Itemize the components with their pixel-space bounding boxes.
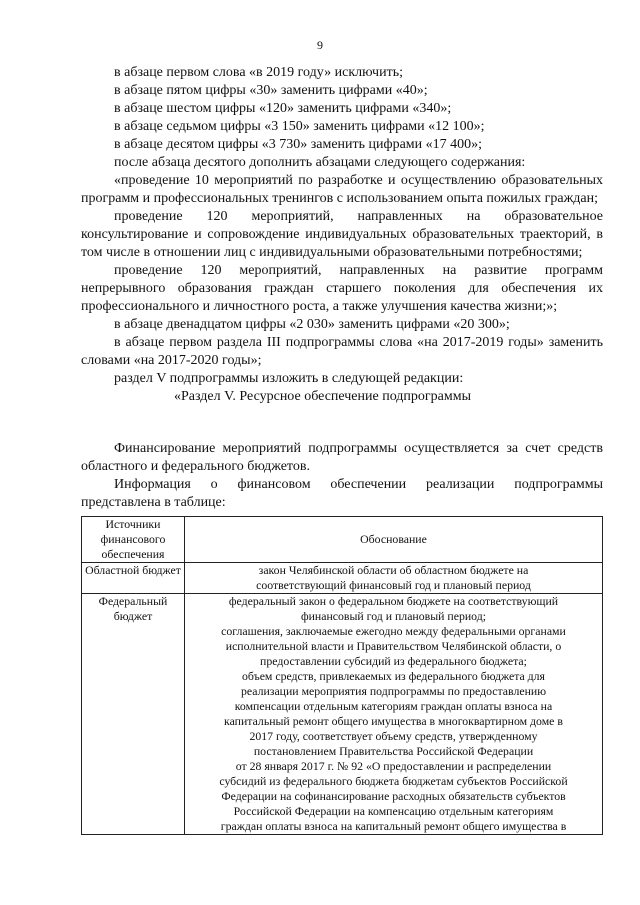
paragraph: проведение 120 мероприятий, направленных на образовательное консультирование и сопровождение индивидуальных образовательных траекторий, в том числе в отношении лиц с индивидуальными образовательными потребностями; [81,209,603,260]
paragraph: в абзаце шестом цифры «120» заменить цифрами «340»; [114,101,452,116]
paragraph: раздел V подпрограммы изложить в следующей редакции: [114,371,464,386]
table-row [82,563,603,594]
info-paragraph: Информация о финансовом обеспечении реализации подпрограммы представлена в таблице: [81,477,603,510]
spacer [81,406,603,440]
paragraph: «проведение 10 мероприятий по разработке и осуществлению образовательных программ и профессиональных тренингов с использованием опыта пожилых граждан; [81,173,603,206]
basis-line: реализации мероприятия подпрограммы по предоставлению [240,684,547,698]
basis-line: федеральный закон о федеральном бюджете на соответствующий [228,594,559,608]
basis-line: Федерации на софинансирование расходных обязательств субъектов [221,789,566,803]
table-header-row [82,517,603,563]
basis-line: предоставлении субсидий из федерального бюджета; [260,654,527,668]
basis-line: граждан оплаты взноса на капитальный ремонт общего имущества в [220,819,567,833]
header-basis-cell: Обоснование [185,517,603,563]
funding-paragraph: Финансирование мероприятий подпрограммы осуществляется за счет средств областного и федерального бюджетов. [81,441,603,474]
paragraph: в абзаце первом раздела III подпрограммы слова «на 2017-2019 годы» заменить словами «на 2017-2020 годы»; [81,335,603,368]
basis-line: закон Челябинской области об областном бюджете на [258,563,529,577]
basis-line: компенсации отдельным категориям граждан оплаты взноса на [234,699,553,713]
source-cell: Областной бюджет [82,563,185,594]
paragraph: в абзаце десятом цифры «3 730» заменить цифрами «17 400»; [114,137,483,152]
basis-line: финансовый год и плановый период; [300,609,487,623]
basis-line: исполнительной власти и Правительством Челябинской области, о [225,639,562,653]
source-cell: Федеральный бюджет [82,594,185,835]
document-body [81,64,603,512]
table-row [82,594,603,835]
financing-table [81,516,603,835]
basis-line: 2017 году, соответствует объему средств, утвержденному [249,729,538,743]
page-number: 9 [317,38,323,52]
basis-line: объем средств, привлекаемых из федерального бюджета для [241,669,545,683]
header-source-cell: Источники финансового обеспечения [82,517,185,563]
basis-line: субсидий из федерального бюджета бюджетам субъектов Российской [219,774,568,788]
paragraph: в абзаце первом слова «в 2019 году» исключить; [114,65,403,80]
basis-line: от 28 января 2017 г. № 92 «О предоставлении и распределении [235,759,552,773]
basis-line: постановлением Правительства Российской Федерации [253,744,534,758]
basis-cell [185,594,603,835]
basis-line: соответствующий финансовый год и плановый период [256,578,531,592]
section-heading: «Раздел V. Ресурсное обеспечение подпрограммы [174,389,472,404]
basis-line: капитальный ремонт общего имущества в многоквартирном доме в [224,714,563,728]
paragraph: в абзаце двенадцатом цифры «2 030» заменить цифрами «20 300»; [114,317,510,332]
basis-line: Российской Федерации на компенсацию отдельным категориям [233,804,554,818]
basis-line: соглашения, заключаемые ежегодно между федеральными органами [221,624,566,638]
paragraph: после абзаца десятого дополнить абзацами следующего содержания: [114,155,526,170]
paragraph: в абзаце пятом цифры «30» заменить цифрами «40»; [114,83,428,98]
basis-cell [185,563,603,594]
paragraph: в абзаце седьмом цифры «3 150» заменить цифрами «12 100»; [114,119,485,134]
paragraph: проведение 120 мероприятий, направленных на развитие программ непрерывного образования граждан старшего поколения для обеспечения их профессионального и личностного роста, а также улучшения качества жизни;»; [81,263,603,314]
